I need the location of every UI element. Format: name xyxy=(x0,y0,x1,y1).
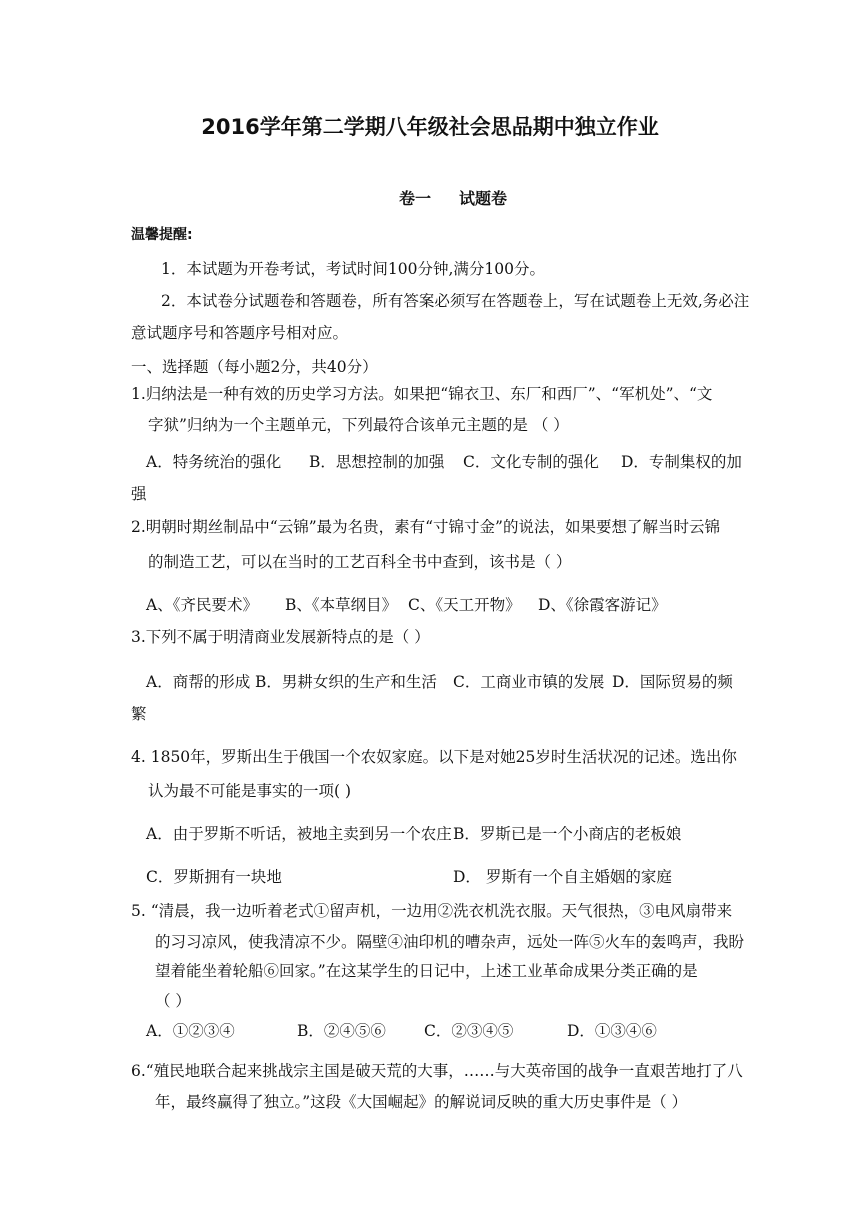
question-4-text: 4. 1850年，罗斯出生于俄国一个农奴家庭。以下是对她25岁时生活状况的记述。选出你 xyxy=(131,748,737,766)
question-1-text: 1.归纳法是一种有效的历史学习方法。如果把“锦衣卫、东厂和西厂”、“军机处”、“文 xyxy=(131,385,713,403)
question-5-text: 的习习凉风，使我清凉不少。隔壁④油印机的嘈杂声，远处一阵⑤火车的轰鸣声，我盼 xyxy=(155,933,745,951)
option-a: A．商帮的形成 xyxy=(146,673,251,691)
question-4-text: 认为最不可能是事实的一项( ) xyxy=(148,782,352,800)
question-4-options xyxy=(146,870,672,886)
page-title: 2016学年第二学期八年级社会思品期中独立作业 xyxy=(201,115,659,139)
option-a: A．特务统治的强化 xyxy=(146,453,282,471)
option-d: D、《徐霞客游记》 xyxy=(538,596,667,614)
question-1-wrap: 强 xyxy=(131,485,147,503)
question-5-options xyxy=(146,1024,657,1040)
question-3-options xyxy=(146,675,733,691)
question-1-text: 字狱”归纳为一个主题单元，下列最符合该单元主题的是 （ ） xyxy=(148,416,569,434)
option-b: B、《本草纲目》 xyxy=(285,596,398,614)
question-3-text: 3.下列不属于明清商业发展新特点的是（ ） xyxy=(131,628,430,646)
reminder-item: 意试题序号和答题序号相对应。 xyxy=(131,324,349,342)
reminder-item: 1．本试题为开卷考试，考试时间100分钟,满分100分。 xyxy=(161,260,545,278)
option-a: A．由于罗斯不听话，被地主卖到另一个农庄 xyxy=(146,825,452,843)
question-2-options xyxy=(146,598,667,614)
option-c: C．文化专制的强化 xyxy=(463,453,599,471)
section-heading: 一、选择题（每小题2分，共40分） xyxy=(131,358,378,376)
option-d: D．国际贸易的频 xyxy=(612,673,733,691)
question-5-text: （ ） xyxy=(155,992,191,1010)
option-d: D．专制集权的加 xyxy=(621,453,742,471)
option-b: B．男耕女织的生产和生活 xyxy=(255,673,437,691)
question-3-wrap: 繁 xyxy=(131,705,147,723)
question-5-text: 5. “清晨，我一边听着老式①留声机，一边用②洗衣机洗衣服。天气很热，③电风扇带来 xyxy=(131,902,733,920)
question-2-text: 2.明朝时期丝制品中“云锦”最为名贵，素有“寸锦寸金”的说法，如果要想了解当时云锦 xyxy=(131,518,720,536)
option-d: D．①③④⑥ xyxy=(567,1022,657,1040)
question-2-text: 的制造工艺，可以在当时的工艺百科全书中查到，该书是（ ） xyxy=(148,553,572,571)
option-c: C．罗斯拥有一块地 xyxy=(146,868,282,886)
question-1-options xyxy=(146,455,742,471)
question-6-text: 年，最终赢得了独立。”这段《大国崛起》的解说词反映的重大历史事件是（ ） xyxy=(155,1093,688,1111)
option-d: D． 罗斯有一个自主婚姻的家庭 xyxy=(453,868,672,886)
question-4-options xyxy=(146,827,681,843)
option-b: B．思想控制的加强 xyxy=(309,453,445,471)
option-b: B．罗斯已是一个小商店的老板娘 xyxy=(453,825,682,843)
option-c: C、《天工开物》 xyxy=(408,596,521,614)
volume-label: 卷一 xyxy=(398,189,431,208)
question-6-text: 6.“殖民地联合起来挑战宗主国是破天荒的大事，……与大英帝国的战争一直艰苦地打了八 xyxy=(131,1062,743,1080)
option-c: C．工商业市镇的发展 xyxy=(453,673,605,691)
question-5-text: 望着能坐着轮船⑥回家。”在这某学生的日记中，上述工业革命成果分类正确的是 xyxy=(155,962,698,980)
option-c: C．②③④⑤ xyxy=(424,1022,514,1040)
paper-subtitle xyxy=(0,191,860,207)
paper-label: 试题卷 xyxy=(459,189,508,208)
option-b: B．②④⑤⑥ xyxy=(297,1022,386,1040)
option-a: A、《齐民要术》 xyxy=(146,596,258,614)
reminder-item: 2．本试卷分试题卷和答题卷，所有答案必须写在答题卷上，写在试题卷上无效,务必注 xyxy=(161,292,750,310)
option-a: A．①②③④ xyxy=(146,1022,235,1040)
reminder-label: 温馨提醒: xyxy=(131,227,193,243)
